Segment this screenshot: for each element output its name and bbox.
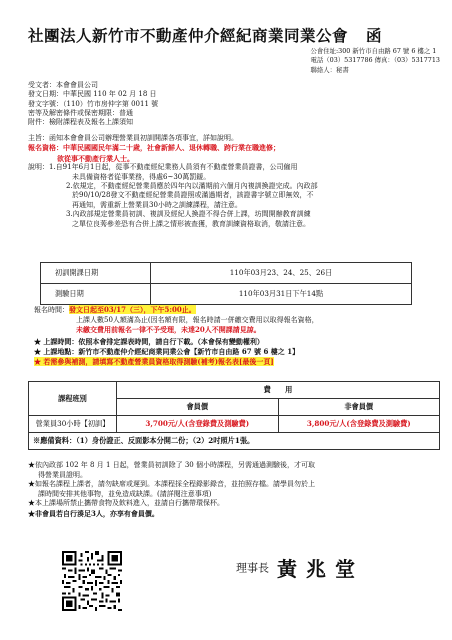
schedule-value: 110年03月23、24、25、26日 [151, 263, 412, 284]
issue-date: 發文日期：中華民國 110 年 02 月 18 日 [28, 90, 157, 99]
title-suffix: 函 [366, 26, 383, 45]
contact-person-text: 聯絡人：秘書 [310, 65, 349, 74]
eligibility-text-1: 中華民國國民年滿二十歲，社會新鮮人、退休轉職、跨行業在職進修； [63, 143, 280, 153]
schedule-table [40, 262, 412, 305]
eligibility-text-2: 欲從事不動產行業人士。 [57, 153, 134, 163]
signature-name: 黃兆堂 [277, 557, 364, 581]
signature-role: 理事長 [236, 561, 269, 575]
doc-number: 發文字號：（110）竹市房仲字第 0011 號 [28, 99, 159, 108]
table-row [41, 284, 412, 305]
signature-block [236, 553, 364, 582]
main-body [28, 134, 438, 229]
document-meta [28, 81, 158, 127]
schedule-label: 測驗日期 [41, 284, 151, 305]
table-row [41, 263, 412, 284]
phone-fax-text: 電話（03）5317786 傳真：（03）5317713 [310, 56, 440, 65]
member-price: 3,700元/人(含登錄費及測驗費) [117, 416, 279, 433]
explanation-1-line-2: 未具備資格者從事業務，得處6~30萬罰鍰。 [72, 172, 211, 181]
registration-time-label: 報名時間： [34, 306, 69, 314]
table-row [29, 382, 440, 399]
schedule-label: 初訓開課日期 [41, 263, 151, 284]
footer-line-1: ★依內政部 102 年 8 月 1 日起，營業員初訓除了 30 個小時課程，另需通過測驗後，才可取 [28, 461, 315, 469]
registration-time-value: 發文日起至03/17（三），下午5:00止。 [69, 305, 196, 314]
schedule-value: 110年03月31日下午14點 [151, 284, 412, 305]
class-location-note: ★ 上課地點：新竹市不動產仲介經紀商業同業公會【新竹市自由路 67 號 6 樓之 1】 [34, 347, 300, 356]
footer-line-2: 得營業員證明。 [38, 470, 87, 479]
makeup-exam-note [34, 357, 444, 367]
explanation-2-line-2: 於90/10/28發文不動產經紀營業員證照或滿過期者，該證書字號立即無效，不 [72, 191, 314, 200]
nonmember-header: 非會員價 [278, 399, 440, 416]
fee-table [28, 381, 440, 450]
eligibility-line [28, 143, 438, 153]
explanation-3-line-1: 3.內政部規定營業員初訓、複訓及經紀人換證不得合併上課，坊間開辦教育訓練 [66, 210, 311, 219]
explanation-2-line-3: 再通知，需重新上營業員30小時之訓練課程，請注意。 [72, 200, 242, 209]
association-name: 社團法人新竹市不動產仲介經紀商業同業公會 [28, 26, 349, 45]
course-name: 營業員30小時【初訓】 [29, 416, 117, 433]
explanation-3-line-2: 之單位良莠參差恐有合併上課之情形被查獲，教育訓練資格取消，敬請注意。 [72, 219, 310, 228]
contact-block [310, 47, 440, 75]
class-header: 課程班別 [29, 382, 117, 416]
makeup-exam-text: ★ 若需參與補測，請填寫不動產營業員資格取得測驗(補考)報名表[最後一頁] [34, 357, 274, 366]
footer-notes [28, 461, 442, 519]
nonmember-price: 3,800元/人(含登錄費及測驗費) [278, 416, 440, 433]
fee-header: 費 用 [117, 382, 440, 399]
member-header: 會員價 [117, 399, 279, 416]
page-title [28, 24, 382, 46]
footer-line-3: ★如報名課程上課者，請勿缺席或遲到。本課程採全程錄影錄音，並拍照存檔。請學員勿於上 [28, 480, 315, 489]
registration-section [34, 305, 444, 367]
footer-line-6: ★非會員若自行湊足3人，亦享有會員價。 [28, 508, 159, 518]
footer-line-5: ★本上課場所禁止攜帶食物及飲料進入，並請自行攜帶環保杯。 [28, 499, 224, 508]
required-documents-note: ※應備資料：（1）身份證正、反面影本分開二份；（2）2吋照片1張。 [29, 433, 440, 450]
registration-line-2: 上課人數50人額滿為止(因名額有限，報名時請一併繳交費用以取得報名資格， [76, 316, 319, 324]
footer-line-4: 課時間安排其他事物，並免造成缺課。(請詳閱注意事項) [38, 489, 212, 498]
subject-line: 主旨：函知本會會員公司辦理營業員初訓開課各項事宜，詳如說明。 [28, 134, 238, 142]
registration-line-3: 未繳交費用前報名一律不予受理，未達20人不開課請見諒。 [76, 325, 261, 334]
security-level: 密等及解密條件或保密期限：普通 [28, 108, 133, 117]
attachment: 附件：檢附課程表及報名上課須知 [28, 118, 133, 127]
eligibility-label: 報名資格： [28, 143, 63, 153]
explanation-2-line-1: 2.依規定，不動產經紀營業員應於四年內以滿期前六個月內複訓換證完成。內政部 [66, 182, 318, 191]
registration-time-line [34, 305, 444, 315]
table-row [29, 416, 440, 433]
class-schedule-note: ★ 上課時間：依照本會排定課表時間，請自行下載。（本會保有變動權利） [34, 337, 264, 346]
table-row [29, 433, 440, 450]
qr-code-icon[interactable] [62, 551, 122, 611]
explanation-1-line-1: 說明：1.自91年6月1日起，從事不動產經紀業務人員須有不動產營業員證書，公司僱用 [28, 163, 298, 172]
recipient: 受文者：本會會員公司 [28, 81, 98, 89]
address-text: 公會住址:300 新竹市自由路 67 號 6 樓之 1 [310, 47, 437, 55]
